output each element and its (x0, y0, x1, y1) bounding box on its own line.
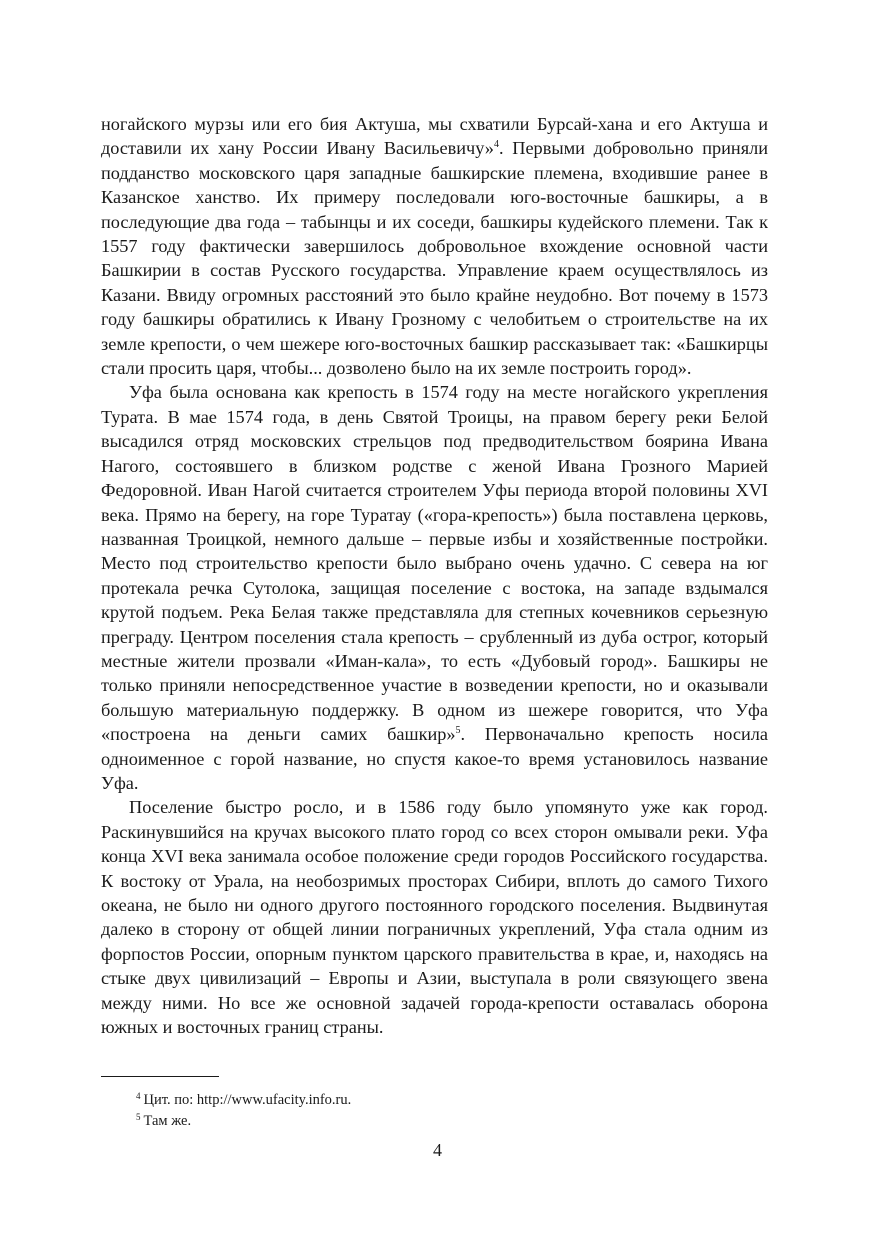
footnote-text: Там же. (143, 1113, 192, 1129)
paragraph-text: ногайского мурзы или его бия Актуша, мы схватили Бурсай-хана и его Актуша и доставили их хану России Ивану Васильевичу» (101, 114, 768, 159)
page-number: 4 (433, 1140, 442, 1160)
paragraph-text: Уфа была основана как крепость в 1574 году на месте ногайского укрепления Турата. В мае 1574 года, в день Святой Троицы, на правом берегу реки Белой высадился отряд московских стрельцов под предводительством боярина Ивана Нагого, состоявшего в близком родстве с женой Ивана Грозного Марией Федоровной. Иван Нагой считается строителем Уфы периода второй половины XVI века. Прямо на берегу, на горе Туратау («гора-крепость») была поставлена церковь, названная Троицкой, немного дальше – первые избы и хозяйственные постройки. Место под строительство крепости было выбрано очень удачно. С севера на юг протекала речка Сутолока, защищая поселение с востока, на западе вздымался крутой подъем. Река Белая также представляла для степных кочевников серьезную преграду. Центром поселения стала крепость – срубленный из дуба острог, который местные жители прозвали «Иман-кала», то есть «Дубовый город». Башкиры не только приняли непосредственное участие в возведении крепости, но и оказывали большую материальную поддержку. В одном из шежере говорится, что Уфа «построена на деньги самих башкир» (101, 382, 768, 745)
paragraph (101, 380, 768, 795)
footnote-ref[interactable]: 4 (493, 139, 499, 151)
footnote (136, 1111, 776, 1132)
paragraph-text: . Первыми добровольно приняли подданство московского царя западные башкирские племена, входившие ранее в Казанское ханство. Их примеру последовали юго-восточные башкиры, а в последующие два года – табынцы и их соседи, башкиры кудейского племени. Так к 1557 году фактически завершилось добровольное вхождение основной части Башкирии в состав Русского государства. Управление краем осуществлялось из Казани. Ввиду огромных расстояний это было крайне неудобно. Вот почему в 1573 году башкиры обратились к Ивану Грозному с челобитьем о строительстве на их земле крепости, о чем шежере юго-восточных башкир рассказывает так: «Башкирцы стали просить царя, чтобы... дозволено было на их земле построить город». (101, 138, 769, 379)
page-body (101, 112, 768, 1039)
footnote-number: 4 (136, 1091, 141, 1101)
footnote-ref[interactable]: 5 (455, 725, 461, 737)
footnote-text: Цит. по: http://www.ufacity.info.ru. (143, 1092, 352, 1108)
footnote-number: 5 (136, 1112, 141, 1122)
paragraph-text: Поселение быстро росло, и в 1586 году было упомянуто уже как город. Раскинувшийся на кручах высокого плато город со всех сторон омывали реки. Уфа конца XVI века занимала особое положение среди городов Российского государства. К востоку от Урала, на необозримых просторах Сибири, вплоть до самого Тихого океана, не было ни одного другого постоянного городского поселения. Выдвинутая далеко в сторону от общей линии пограничных укреплений, Уфа стала одним из форпостов России, опорным пунктом царского правительства в крае, и, находясь на стыке двух цивилизаций – Европы и Азии, выступала в роли связующего звена между ними. Но все же основной задачей города-крепости оставалась оборона южных и восточных границ страны. (101, 797, 768, 1038)
footnote (136, 1090, 776, 1111)
paragraph (101, 112, 768, 380)
main-text (101, 112, 768, 1039)
footnote-separator (101, 1076, 219, 1077)
paragraph-text: . Первоначально крепость носила одноименное с горой название, но спустя какое-то время установилось название Уфа. (101, 724, 768, 793)
footnotes (136, 1090, 776, 1132)
paragraph (101, 795, 768, 1039)
